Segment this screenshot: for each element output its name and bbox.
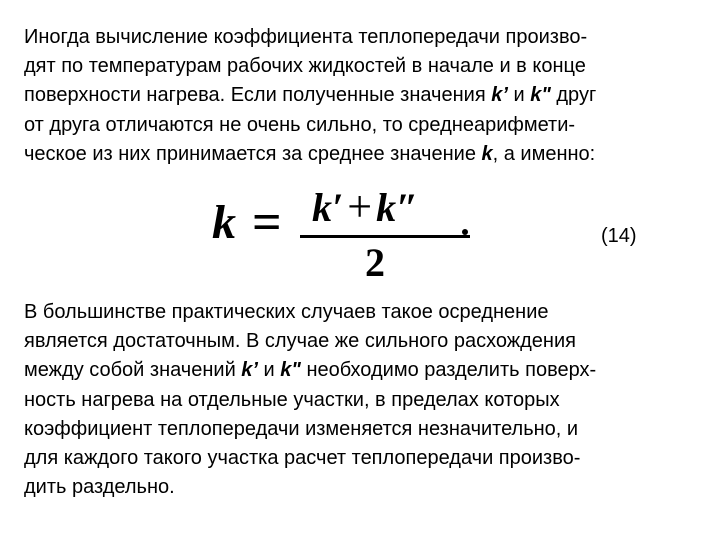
- paragraph-intro: [24, 23, 704, 169]
- text-line: [24, 444, 704, 473]
- paragraph-conclusion: [24, 298, 704, 502]
- math-symbol: k’: [491, 84, 508, 107]
- numerator-k-double-prime: k″: [376, 185, 419, 230]
- text-segment: дят по температурам рабочих жидкостей в начале и в конце: [24, 55, 586, 78]
- text-line: [24, 386, 704, 415]
- text-segment: , а именно:: [492, 142, 596, 165]
- text-segment: друг: [550, 84, 597, 107]
- text-line: [24, 140, 704, 169]
- formula-numerator: [312, 182, 419, 231]
- text-segment: Иногда вычисление коэффициента теплопередачи произво-: [24, 26, 588, 48]
- math-symbol: k’: [241, 359, 258, 382]
- formula-period: [462, 229, 468, 235]
- text-segment: коэффициент теплопередачи изменяется незначительно, и: [24, 417, 579, 440]
- formula-denominator: 2: [365, 240, 385, 285]
- text-segment: и: [257, 359, 281, 382]
- math-symbol: k": [280, 359, 301, 382]
- text-segment: от друга отличаются не очень сильно, то среднеарифмети-: [24, 113, 576, 136]
- text-line: [24, 415, 704, 444]
- text-segment: ность нагрева на отдельные участки, в пределах которых: [24, 388, 560, 411]
- text-segment: поверхности нагрева. Если полученные значения: [24, 84, 492, 107]
- text-segment: между собой значений: [24, 359, 242, 382]
- formula-lhs: k: [212, 196, 236, 249]
- formula-equals: =: [252, 194, 282, 251]
- text-segment: дить раздельно.: [24, 476, 175, 499]
- text-line: [24, 111, 704, 140]
- text-line: [24, 52, 704, 81]
- numerator-k-prime: k′: [312, 185, 344, 230]
- formula-14: [200, 183, 500, 293]
- math-symbol: k: [481, 142, 493, 165]
- text-line: [24, 81, 704, 110]
- text-segment: ческое из них принимается за среднее значение: [24, 142, 482, 165]
- text-line: [24, 327, 704, 356]
- math-symbol: k": [530, 84, 551, 107]
- text-segment: является достаточным. В случае же сильного расхождения: [24, 330, 576, 353]
- text-line: [24, 23, 704, 52]
- fraction-bar: [300, 235, 470, 238]
- text-line: [24, 473, 704, 502]
- equation-number: (14): [601, 225, 637, 247]
- text-line: [24, 356, 704, 385]
- text-segment: для каждого такого участка расчет теплопередачи произво-: [24, 447, 581, 470]
- text-segment: В большинстве практических случаев такое осреднение: [24, 301, 549, 323]
- numerator-plus: +: [347, 182, 373, 231]
- text-segment: необходимо разделить поверх-: [300, 359, 597, 382]
- text-segment: и: [507, 84, 531, 107]
- text-line: [24, 298, 704, 327]
